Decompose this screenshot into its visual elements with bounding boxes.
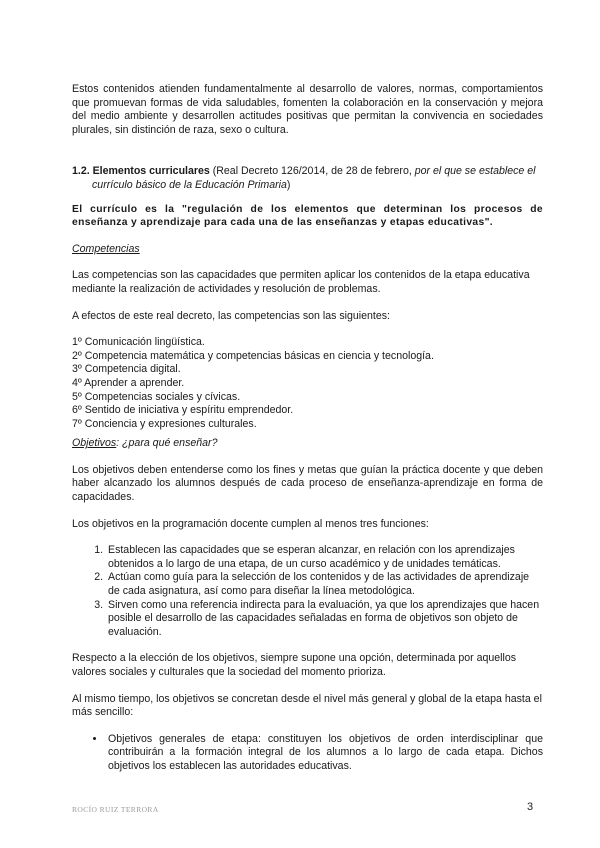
objetivos-choice-paragraph: Respecto a la elección de los objetivos, siempre supone una opción, determinada por aquellos valores sociales y culturales que la sociedad del momento prioriza. xyxy=(72,652,517,678)
list-item: 3. Sirven como una referencia indirecta para la evaluación, ya que los aprendizajes que hacen posible el desarrollo de las capacidades señaladas en forma de objetivos son objeto de evaluación. xyxy=(106,599,543,640)
objetivos-title: Objetivos xyxy=(72,437,117,450)
objetivos-title-suffix: : ¿para qué enseñar? xyxy=(116,437,218,450)
list-item: 1º Comunicación lingüística. xyxy=(72,336,205,349)
list-item: 7º Conciencia y expresiones culturales. xyxy=(72,417,257,430)
footer-author: ROCÍO RUIZ TERRORA xyxy=(72,805,159,814)
list-item: 2º Competencia matemática y competencias básicas en ciencia y tecnología. xyxy=(72,349,434,362)
list-item: 1. Establecen las capacidades que se esperan alcanzar, en relación con los aprendizajes obtenidos a lo largo de una etapa, de un curso académico y de unidades temáticas. xyxy=(106,544,543,571)
objetivos-functions-list xyxy=(72,544,543,639)
page-number: 3 xyxy=(527,801,534,813)
competencias-list xyxy=(72,336,543,431)
list-item: • Objetivos generales de etapa: constituyen los objetivos de orden interdisciplinar que contribuirán a la formación integral de los alumnos a lo largo de cada etapa. Dichos objetivos los establecen las autoridades educativas. xyxy=(106,733,543,774)
list-item: 2. Actúan como guía para la selección de los contenidos y de las actividades de aprendizaje de cada asignatura, así como para diseñar la línea metodológica. xyxy=(106,571,543,598)
intro-paragraph: Estos contenidos atienden fundamentalmente al desarrollo de valores, normas, comportamientos que promuevan formas de vida saludables, fomenten la colaboración en la conservación y mejora del medio ambiente y desarrollen actitudes positivas que permitan la convivencia en sociedades plurales, sin distinción de raza, sexo o cultura. xyxy=(72,83,543,136)
competencias-lead: A efectos de este real decreto, las competencias son las siguientes: xyxy=(72,309,390,322)
list-item: 6º Sentido de iniciativa y espíritu emprendedor. xyxy=(72,404,294,417)
section-ref-italic-2: currículo básico de la Educación Primaria xyxy=(92,178,287,191)
list-item: 3º Competencia digital. xyxy=(72,363,181,376)
objetivos-functions-lead: Los objetivos en la programación docente cumplen al menos tres funciones: xyxy=(72,517,429,530)
section-number-title: 1.2. Elementos curriculares xyxy=(72,165,210,178)
section-ref-prefix: (Real Decreto 126/2014, de 28 de febrero, xyxy=(209,165,415,178)
objetivos-heading xyxy=(72,437,543,451)
curriculum-quote: El currículo es la "regulación de los elementos que determinan los procesos de enseñanza y aprendizaje para cada una de las enseñanzas y etapas educativas". xyxy=(72,203,543,229)
list-item: 4º Aprender a aprender. xyxy=(72,376,185,389)
competencias-definition: Las competencias son las capacidades que permiten aplicar los contenidos de la etapa educativa mediante la realización de actividades y resolución de problemas. xyxy=(72,269,530,295)
section-ref-suffix: ) xyxy=(286,178,291,191)
competencias-title: Competencias xyxy=(72,242,140,255)
objetivos-definition: Los objetivos deben entenderse como los fines y metas que guían la práctica docente y que deben haber alcanzado los alumnos después de cada proceso de enseñanza-aprendizaje en forma de capacidades. xyxy=(72,463,543,504)
objetivos-levels-list xyxy=(72,733,543,774)
document-body xyxy=(72,83,543,774)
objetivos-levels-paragraph: Al mismo tiempo, los objetivos se concretan desde el nivel más general y global de la etapa hasta el más sencillo: xyxy=(72,692,542,719)
section-heading xyxy=(72,165,543,192)
section-ref-italic-1: por el que se establece el xyxy=(414,165,536,178)
list-item: 5º Competencias sociales y cívicas. xyxy=(72,390,241,403)
